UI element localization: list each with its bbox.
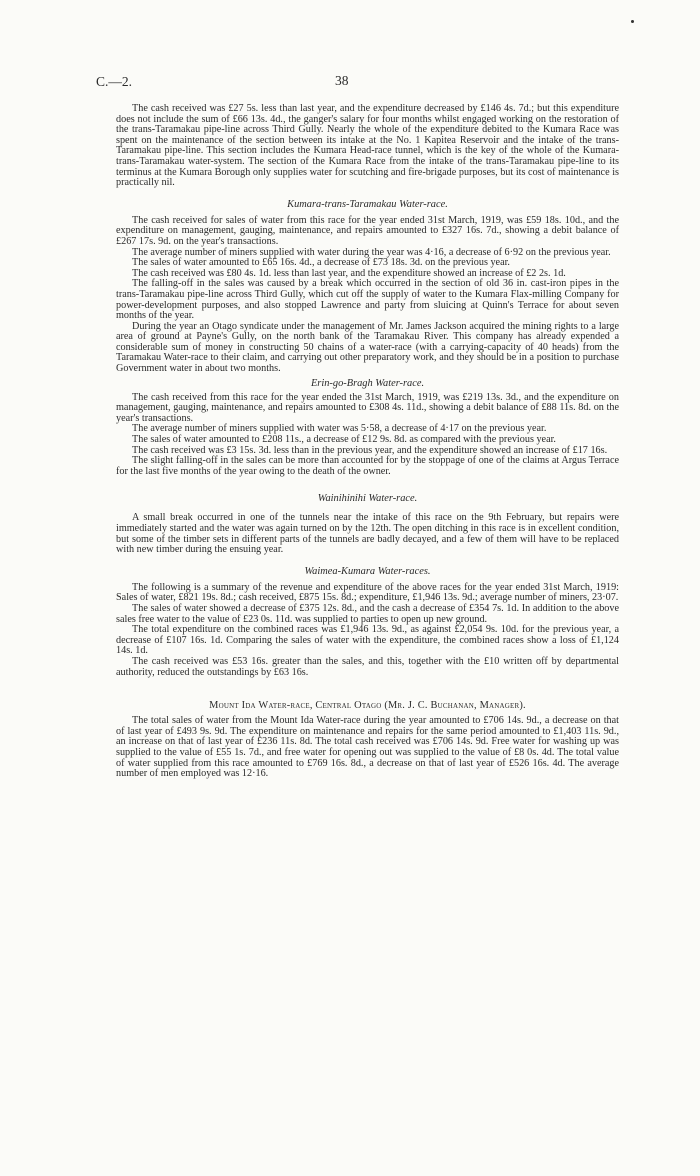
section-heading-wainihinihi: Wainihinihi Water-race.: [317, 493, 418, 505]
paragraph: The cash received from this race for the year ended the 31st March, 1919, was £219 13s. 3d., and the expenditure on management, gauging, maintenance, and repairs amounted to £308 4s. 11d., showing a debit balance of £88 11s. 8d. on the year's transactions.: [116, 391, 619, 424]
paragraph: The falling-off in the sales was caused by a break which occurred in the section of old 36 in. cast-iron pipes in the trans-Taramakau pipe-line across Third Gully, which cut off the supply of water to the Kumara Flax-milling Company for power-development purposes, and also stopped Lawrence and party from sluicing at Quinn's Terrace for about seven months of the year.: [116, 278, 619, 322]
section-heading-waimea: Waimea-Kumara Water-races.: [304, 565, 431, 577]
report-code: C.—2.: [96, 74, 133, 89]
page-number: 38: [335, 73, 349, 88]
paragraph: The sales of water amounted to £208 11s., a decrease of £12 9s. 8d. as compared with the previous year.: [132, 434, 556, 446]
paragraph: The total expenditure on the combined races was £1,946 13s. 9d., as against £2,054 9s. 10d. for the previous year, a decrease of £107 16s. 1d. Comparing the sales of water with the expenditure, the combined races show a loss of £1,124 14s. 1d.: [116, 624, 619, 657]
paragraph: A small break occurred in one of the tunnels near the intake of this race on the 9th February, but repairs were immediately started and the water was again turned on by the 12th. The open ditching in this race is in excellent condition, but some of the timber sets in different parts of the tunnels are badly decayed, and a few of them will have to be replaced with new timber during the ensuing year.: [116, 512, 619, 556]
page-mark: [631, 20, 634, 23]
section-heading-kumara: Kumara-trans-Taramakau Water-race.: [287, 198, 448, 210]
paragraph: The cash received was £53 16s. greater than the sales, and this, together with the £10 written off by departmental authority, reduced the outstandings by £63 16s.: [116, 655, 619, 678]
paragraph: The slight falling-off in the sales can be more than accounted for by the stoppage of one of the claims at Argus Terrace for the last five months of the year owing to the death of the owner.: [116, 455, 619, 477]
paragraph: The sales of water amounted to £65 16s. 4d., a decrease of £73 18s. 3d. on the previous year.: [132, 257, 510, 269]
paragraph: The total sales of water from the Mount Ida Water-race during the year amounted to £706 14s. 9d., a decrease on that of last year of £493 9s. 9d. The expenditure on maintenance and repairs for the same period amounted to £1,403 11s. 9d., an increase on that of last year of £236 11s. 8d. The total cash received was £706 14s. 9d. Free water for washing up was supplied to the value of £55 1s. 7d., and free water for opening out was supplied to the value of £8 0s. 4d. The total value of water supplied from this race amounted to £769 16s. 8d., a decrease on that of last year of £526 16s. 4d. The average number of men employed was 12·16.: [116, 715, 619, 780]
paragraph: The cash received was £80 4s. 1d. less than last year, and the expenditure showed an increase of £2 2s. 1d.: [132, 267, 566, 279]
intro-paragraph: The cash received was £27 5s. less than last year, and the expenditure decreased by £146 4s. 7d.; but this expenditure does not include the sum of £66 13s. 4d., the ganger's salary for four months whilst engaged working on the restoration of the trans-Taramakau pipe-line across Third Gully. Nearly the whole of the expenditure debited to the Kumara Race was spent on the maintenance of the section between its intake at the No. 1 Kapitea Reservoir and the intake of the trans-Taramakau pipe-line. This section includes the Kumara Head-race tunnel, which is the key of the whole of the Kumara-trans-Taramakau water-system. The section of the Kumara Race from the intake of the trans-Taramakau pipe-line to its terminus at the Kumara Borough only supplies water for scutching and fire-brigade purposes, but its cost of maintenance is practically nil.: [116, 103, 619, 189]
paragraph: The cash received for sales of water from this race for the year ended 31st March, 1919, was £59 18s. 10d., and the expenditure on management, gauging, maintenance, and repairs amounted to £327 16s. 7d., showing a debit balance of £267 17s. 9d. on the year's transactions.: [116, 214, 619, 247]
paragraph: The cash received was £3 15s. 3d. less than in the previous year, and the expenditure showed an increase of £17 16s.: [132, 444, 608, 456]
document-body: [116, 104, 619, 780]
paragraph: The average number of miners supplied with water during the year was 4·16, a decrease of 6·92 on the previous year.: [132, 246, 611, 258]
section-heading-erin: Erin-go-Bragh Water-race.: [310, 377, 425, 389]
paragraph: The average number of miners supplied with water was 5·58, a decrease of 4·17 on the previous year.: [132, 423, 547, 435]
paragraph: The sales of water showed a decrease of £375 12s. 8d., and the cash a decrease of £354 7s. 1d. In addition to the above sales free water to the value of £23 0s. 11d. was supplied to parties to open up new ground.: [116, 602, 619, 625]
section-heading-mount-ida: Mount Ida Water-race, Central Otago (Mr. J. C. Buchanan, Manager).: [209, 700, 526, 712]
paragraph: During the year an Otago syndicate under the management of Mr. James Jackson acquired the mining rights to a large area of ground at Payne's Gully, on the north bank of the Taramakau River. This company has already expended a considerable sum of money in constructing 50 chains of a water-race (with a carrying-capacity of 40 heads) from the Taramakau Water-race to their claim, and carrying out other preparatory work, and they should be in a position to purchase Government water in about two months.: [116, 320, 619, 375]
paragraph: The following is a summary of the revenue and expenditure of the above races for the year ended 31st March, 1919: Sales of water, £821 19s. 8d.; cash received, £875 15s. 8d.; expenditure, £1,946 13s. 9d.; average number of miners, 23·07.: [116, 581, 619, 604]
